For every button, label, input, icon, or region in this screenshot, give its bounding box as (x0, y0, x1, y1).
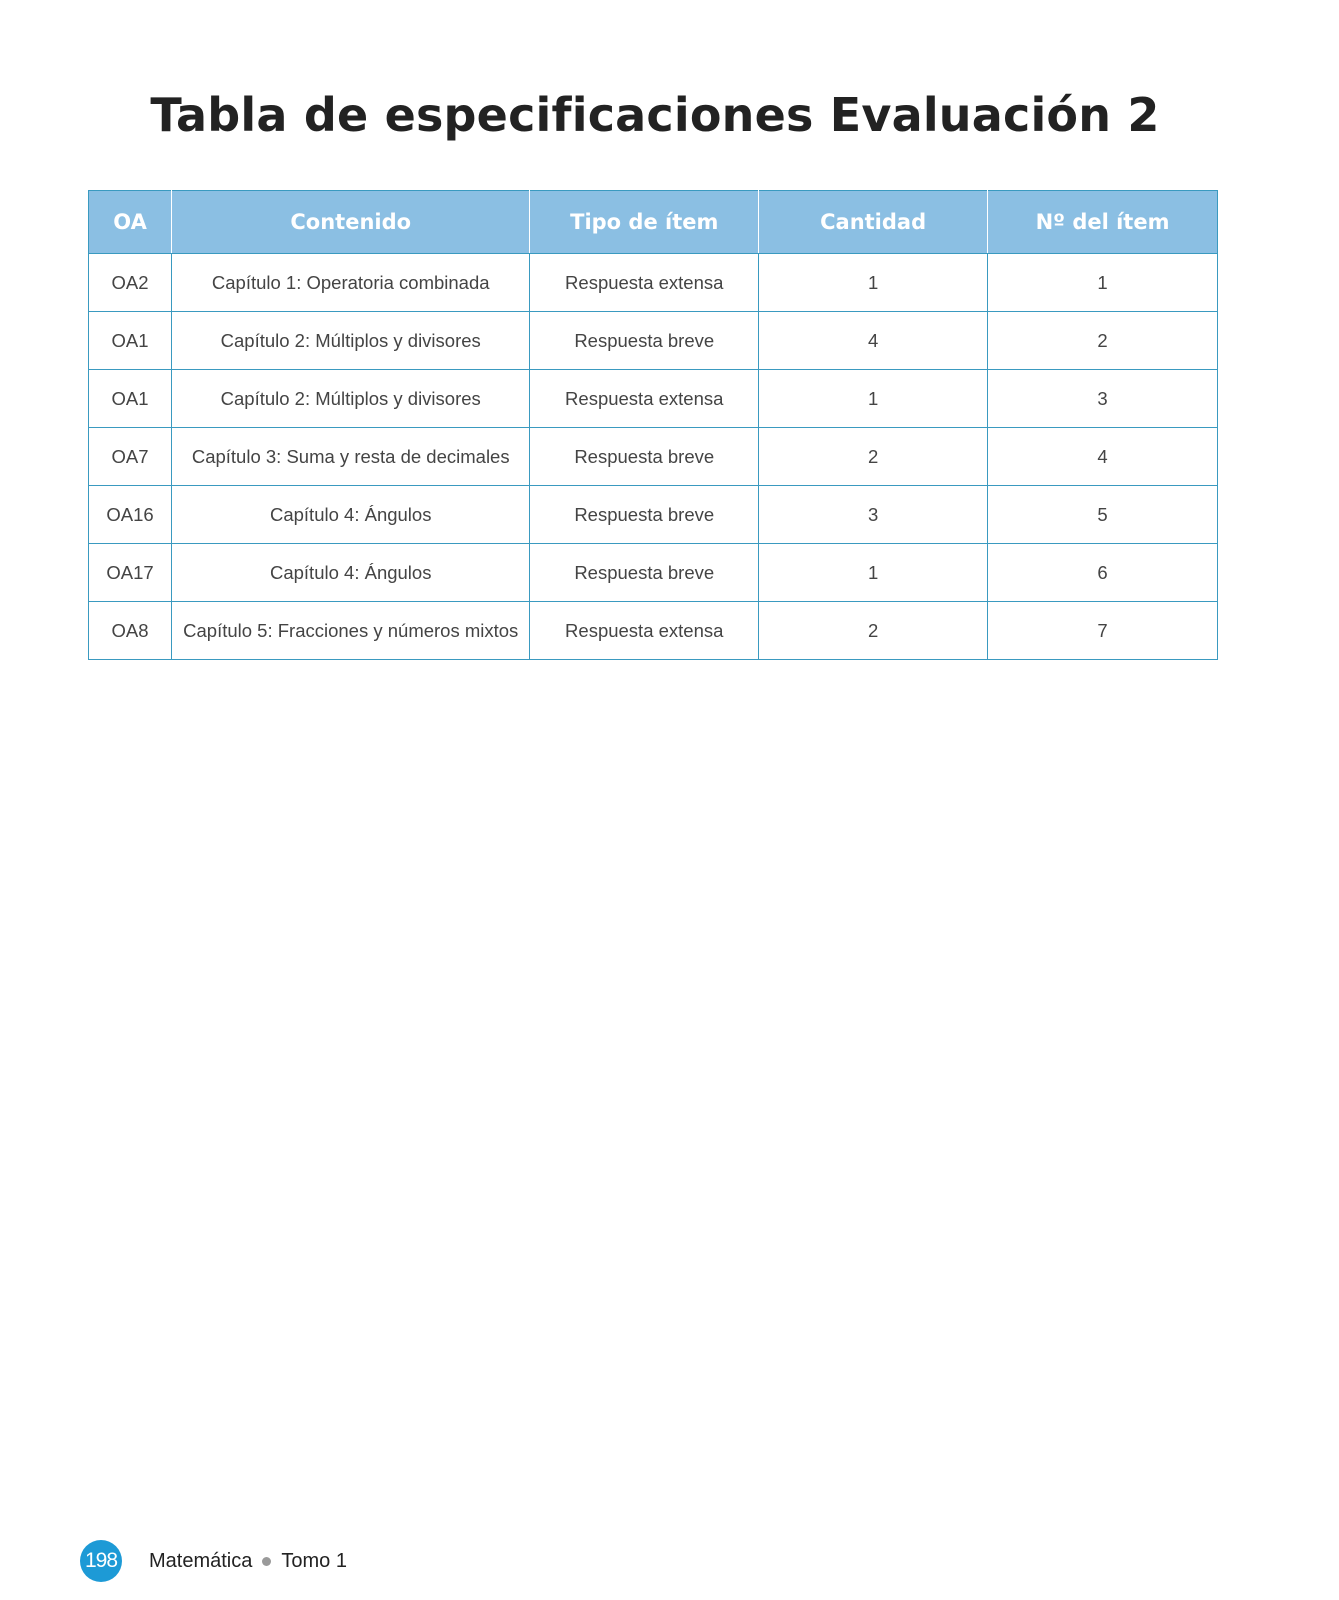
cell-numero-item: 2 (988, 312, 1218, 370)
cell-cantidad: 2 (759, 602, 988, 660)
cell-numero-item: 5 (988, 486, 1218, 544)
table-row (89, 544, 1218, 602)
header-tipo-item: Tipo de ítem (530, 191, 759, 254)
cell-oa: OA2 (89, 254, 172, 312)
table-row (89, 428, 1218, 486)
table-row (89, 602, 1218, 660)
table-row (89, 312, 1218, 370)
cell-oa: OA1 (89, 370, 172, 428)
page-footer (80, 1540, 347, 1582)
cell-cantidad: 3 (759, 486, 988, 544)
cell-cantidad: 1 (759, 370, 988, 428)
cell-contenido: Capítulo 2: Múltiplos y divisores (172, 312, 530, 370)
cell-numero-item: 1 (988, 254, 1218, 312)
cell-tipo-item: Respuesta extensa (530, 254, 759, 312)
cell-tipo-item: Respuesta breve (530, 428, 759, 486)
footer-subject: Matemática (149, 1549, 253, 1572)
cell-cantidad: 1 (759, 544, 988, 602)
cell-oa: OA8 (89, 602, 172, 660)
specifications-table (88, 190, 1218, 660)
cell-cantidad: 1 (759, 254, 988, 312)
cell-contenido: Capítulo 2: Múltiplos y divisores (172, 370, 530, 428)
footer-volume: Tomo 1 (281, 1549, 347, 1572)
page-title: Tabla de especificaciones Evaluación 2 (150, 88, 1160, 142)
table-row (89, 254, 1218, 312)
cell-oa: OA16 (89, 486, 172, 544)
cell-tipo-item: Respuesta breve (530, 544, 759, 602)
cell-tipo-item: Respuesta extensa (530, 602, 759, 660)
cell-contenido: Capítulo 5: Fracciones y números mixtos (172, 602, 530, 660)
header-cantidad: Cantidad (759, 191, 988, 254)
cell-tipo-item: Respuesta extensa (530, 370, 759, 428)
cell-cantidad: 4 (759, 312, 988, 370)
table-row (89, 486, 1218, 544)
table-header-row (89, 191, 1218, 254)
cell-tipo-item: Respuesta breve (530, 312, 759, 370)
cell-numero-item: 7 (988, 602, 1218, 660)
cell-contenido: Capítulo 1: Operatoria combinada (172, 254, 530, 312)
header-oa: OA (89, 191, 172, 254)
page-number-badge: 198 (80, 1540, 122, 1582)
cell-tipo-item: Respuesta breve (530, 486, 759, 544)
cell-cantidad: 2 (759, 428, 988, 486)
cell-numero-item: 4 (988, 428, 1218, 486)
cell-oa: OA1 (89, 312, 172, 370)
cell-contenido: Capítulo 3: Suma y resta de decimales (172, 428, 530, 486)
bullet-dot-icon (262, 1557, 271, 1566)
cell-oa: OA17 (89, 544, 172, 602)
cell-numero-item: 6 (988, 544, 1218, 602)
cell-oa: OA7 (89, 428, 172, 486)
table-row (89, 370, 1218, 428)
cell-contenido: Capítulo 4: Ángulos (172, 486, 530, 544)
cell-contenido: Capítulo 4: Ángulos (172, 544, 530, 602)
header-numero-item: Nº del ítem (988, 191, 1218, 254)
cell-numero-item: 3 (988, 370, 1218, 428)
header-contenido: Contenido (172, 191, 530, 254)
